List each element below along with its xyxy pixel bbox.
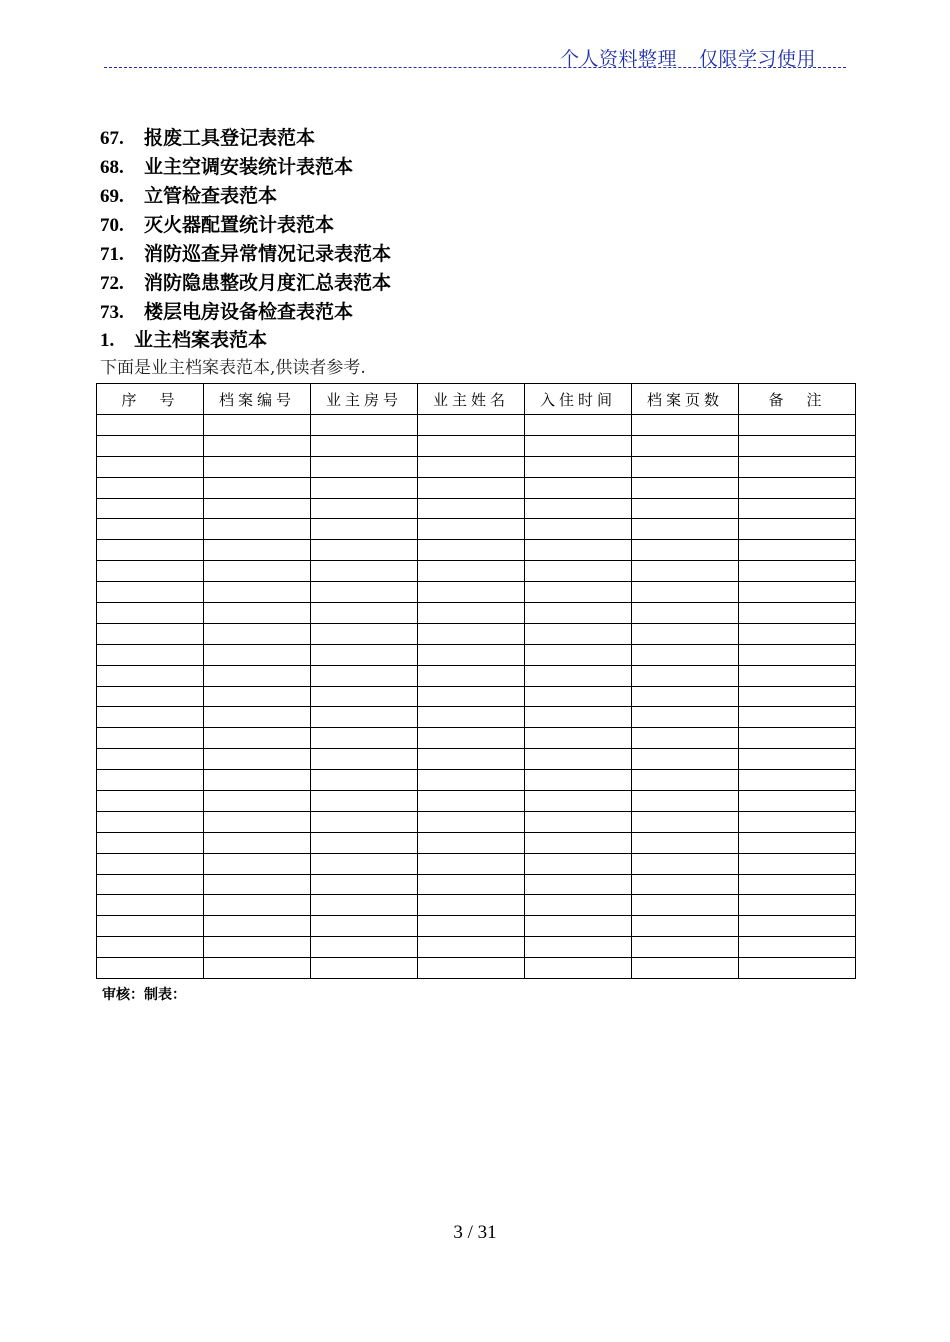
table-cell (632, 540, 739, 561)
table-cell (97, 435, 204, 456)
table-cell (525, 644, 632, 665)
table-cell (97, 456, 204, 477)
toc-item-label: 消防隐患整改月度汇总表范本 (144, 272, 392, 294)
table-cell (418, 665, 525, 686)
toc-item-number: 69. (100, 186, 124, 207)
table-row (97, 456, 856, 477)
table-cell (204, 853, 311, 874)
table-cell (311, 749, 418, 770)
table-cell (525, 958, 632, 979)
table-cell (739, 477, 856, 498)
section-title: 业主档案表范本 (134, 329, 268, 351)
table-cell (418, 644, 525, 665)
table-cell (97, 832, 204, 853)
table-cell (204, 916, 311, 937)
table-cell (739, 895, 856, 916)
table-cell (204, 498, 311, 519)
table-cell (311, 874, 418, 895)
table-cell (204, 958, 311, 979)
table-cell (311, 791, 418, 812)
table-cell (311, 707, 418, 728)
toc-item-number: 73. (100, 302, 124, 323)
table-cell (97, 895, 204, 916)
table-cell (525, 623, 632, 644)
table-cell (525, 853, 632, 874)
table-cell (418, 832, 525, 853)
table-cell (97, 415, 204, 436)
toc-item (100, 298, 391, 327)
table-cell (739, 770, 856, 791)
table-cell (97, 519, 204, 540)
toc-item-label: 业主空调安装统计表范本 (144, 156, 354, 178)
table-cell (311, 644, 418, 665)
table-cell (204, 686, 311, 707)
table-cell (97, 749, 204, 770)
table-cell (204, 477, 311, 498)
table-cell (204, 665, 311, 686)
table-cell (97, 770, 204, 791)
table-row (97, 644, 856, 665)
table-cell (311, 519, 418, 540)
table-cell (632, 749, 739, 770)
table-cell (418, 707, 525, 728)
table-cell (525, 811, 632, 832)
table-cell (97, 540, 204, 561)
signature-line: 审核：制表： (102, 987, 186, 1003)
table-cell (204, 707, 311, 728)
table-row (97, 895, 856, 916)
table-cell (311, 770, 418, 791)
table-row (97, 937, 856, 958)
table-cell (311, 498, 418, 519)
table-cell (418, 749, 525, 770)
table-cell (525, 707, 632, 728)
table-cell (418, 874, 525, 895)
table-cell (632, 498, 739, 519)
table-cell (632, 707, 739, 728)
table-cell (739, 958, 856, 979)
table-cell (311, 456, 418, 477)
table-cell (97, 477, 204, 498)
table-cell (311, 623, 418, 644)
table-row (97, 811, 856, 832)
table-cell (632, 686, 739, 707)
table-cell (739, 456, 856, 477)
table-cell (204, 623, 311, 644)
table-cell (632, 728, 739, 749)
table-cell (739, 937, 856, 958)
header-right-text: 仅限学习使用 (699, 48, 817, 70)
table-cell (632, 477, 739, 498)
table-cell (418, 456, 525, 477)
table-row (97, 519, 856, 540)
table-cell (418, 770, 525, 791)
table-cell (204, 728, 311, 749)
table-cell (525, 874, 632, 895)
table-cell (418, 853, 525, 874)
toc-item-label: 楼层电房设备检查表范本 (144, 301, 354, 323)
table-row (97, 623, 856, 644)
table-cell (739, 540, 856, 561)
table-row (97, 832, 856, 853)
table-cell (311, 958, 418, 979)
table-cell (739, 707, 856, 728)
table-cell (632, 958, 739, 979)
page-number: 3 / 31 (453, 1222, 497, 1243)
table-cell (97, 874, 204, 895)
table-cell (204, 937, 311, 958)
table-row (97, 540, 856, 561)
table-cell (418, 937, 525, 958)
column-header-serial: 序 号 (97, 384, 204, 415)
section-intro: 下面是业主档案表范本,供读者参考. (100, 358, 366, 378)
table-cell (204, 540, 311, 561)
table-cell (97, 958, 204, 979)
table-cell (97, 791, 204, 812)
header-left-text: 个人资料整理 (560, 48, 678, 70)
table-cell (525, 582, 632, 603)
table-cell (97, 728, 204, 749)
table-cell (525, 665, 632, 686)
toc-item-label: 消防巡查异常情况记录表范本 (144, 243, 392, 265)
table-body (97, 415, 856, 979)
table-row (97, 958, 856, 979)
column-header-file-no: 档案编号 (204, 384, 311, 415)
table-cell (311, 916, 418, 937)
table-header-row (97, 384, 856, 415)
table-cell (739, 582, 856, 603)
table-cell (204, 895, 311, 916)
table-cell (525, 791, 632, 812)
table-cell (739, 498, 856, 519)
table-cell (632, 623, 739, 644)
table-row (97, 874, 856, 895)
table-cell (632, 582, 739, 603)
toc-item-label: 立管检查表范本 (144, 185, 278, 207)
table-cell (97, 603, 204, 624)
table-cell (418, 540, 525, 561)
table-cell (418, 811, 525, 832)
table-cell (204, 456, 311, 477)
toc-item-label: 报废工具登记表范本 (144, 127, 316, 149)
table-cell (632, 770, 739, 791)
toc-item-label: 灭火器配置统计表范本 (144, 214, 335, 236)
table-cell (632, 456, 739, 477)
table-cell (311, 895, 418, 916)
toc-item-number: 71. (100, 244, 124, 265)
table-cell (632, 937, 739, 958)
table-cell (632, 874, 739, 895)
table-row (97, 477, 856, 498)
table-cell (525, 895, 632, 916)
table-cell (739, 415, 856, 436)
table-cell (418, 498, 525, 519)
table-cell (418, 895, 525, 916)
table-row (97, 561, 856, 582)
table-cell (311, 582, 418, 603)
table-cell (739, 916, 856, 937)
table-cell (525, 456, 632, 477)
table-cell (739, 791, 856, 812)
table-cell (739, 749, 856, 770)
table-cell (632, 561, 739, 582)
table-cell (525, 916, 632, 937)
toc-list (100, 124, 391, 327)
table-cell (739, 811, 856, 832)
table-cell (204, 749, 311, 770)
table-row (97, 728, 856, 749)
table-cell (97, 644, 204, 665)
table-cell (525, 832, 632, 853)
toc-item-number: 68. (100, 157, 124, 178)
table-cell (418, 623, 525, 644)
table-cell (632, 791, 739, 812)
table-cell (97, 498, 204, 519)
table-cell (311, 603, 418, 624)
table-cell (311, 728, 418, 749)
table-row (97, 791, 856, 812)
table-cell (739, 832, 856, 853)
table-cell (418, 477, 525, 498)
toc-item (100, 240, 391, 269)
table-cell (204, 644, 311, 665)
table-cell (525, 937, 632, 958)
table-cell (525, 603, 632, 624)
table-cell (204, 561, 311, 582)
table-cell (204, 770, 311, 791)
table-cell (632, 853, 739, 874)
table-cell (632, 415, 739, 436)
table-cell (632, 811, 739, 832)
column-header-remarks: 备 注 (739, 384, 856, 415)
table-row (97, 770, 856, 791)
table-cell (418, 435, 525, 456)
table-row (97, 498, 856, 519)
section-number: 1. (100, 330, 115, 351)
toc-item (100, 153, 391, 182)
table-cell (418, 958, 525, 979)
section-heading (100, 326, 267, 355)
table-cell (311, 540, 418, 561)
table-cell (204, 874, 311, 895)
table-cell (525, 415, 632, 436)
table-cell (632, 435, 739, 456)
table-row (97, 665, 856, 686)
table-cell (97, 916, 204, 937)
table-cell (97, 853, 204, 874)
table-cell (739, 519, 856, 540)
table-cell (739, 603, 856, 624)
table-cell (739, 686, 856, 707)
table-cell (418, 728, 525, 749)
table-cell (632, 895, 739, 916)
table-cell (739, 665, 856, 686)
column-header-page-count: 档案页数 (632, 384, 739, 415)
toc-item-number: 72. (100, 273, 124, 294)
column-header-owner-name: 业主姓名 (418, 384, 525, 415)
table-cell (311, 435, 418, 456)
table-cell (525, 728, 632, 749)
table-cell (739, 561, 856, 582)
table-cell (204, 519, 311, 540)
table-cell (525, 435, 632, 456)
table-cell (204, 415, 311, 436)
table-cell (525, 477, 632, 498)
table-cell (739, 623, 856, 644)
table-cell (97, 686, 204, 707)
column-header-room-no: 业主房号 (311, 384, 418, 415)
table-cell (418, 603, 525, 624)
table-cell (418, 415, 525, 436)
table-row (97, 916, 856, 937)
table-cell (97, 811, 204, 832)
table-cell (632, 603, 739, 624)
table-cell (632, 832, 739, 853)
table-cell (97, 623, 204, 644)
table-row (97, 749, 856, 770)
table-cell (739, 874, 856, 895)
table-cell (418, 916, 525, 937)
table-cell (525, 686, 632, 707)
table-cell (204, 603, 311, 624)
table-cell (525, 498, 632, 519)
table-cell (311, 561, 418, 582)
table-cell (311, 415, 418, 436)
table-cell (311, 832, 418, 853)
table-cell (97, 937, 204, 958)
table-cell (311, 937, 418, 958)
table-cell (739, 728, 856, 749)
table-cell (525, 561, 632, 582)
owner-records-table (96, 383, 856, 979)
table-cell (632, 519, 739, 540)
table-cell (418, 561, 525, 582)
table-cell (418, 686, 525, 707)
table-cell (418, 791, 525, 812)
table-cell (97, 582, 204, 603)
table-row (97, 853, 856, 874)
table-cell (311, 853, 418, 874)
table-cell (418, 582, 525, 603)
toc-item-number: 70. (100, 215, 124, 236)
table-cell (204, 811, 311, 832)
header-divider (104, 67, 846, 68)
table-cell (739, 853, 856, 874)
table-row (97, 686, 856, 707)
table-cell (632, 644, 739, 665)
table-row (97, 707, 856, 728)
toc-item (100, 124, 391, 153)
toc-item (100, 269, 391, 298)
table-cell (311, 811, 418, 832)
toc-item (100, 182, 391, 211)
table-row (97, 582, 856, 603)
table-row (97, 435, 856, 456)
table-cell (97, 707, 204, 728)
toc-item (100, 211, 391, 240)
table-cell (204, 791, 311, 812)
table-cell (311, 686, 418, 707)
table-row (97, 603, 856, 624)
table-cell (204, 435, 311, 456)
table-cell (525, 540, 632, 561)
table-row (97, 415, 856, 436)
table-cell (739, 644, 856, 665)
table-cell (311, 665, 418, 686)
table-cell (311, 477, 418, 498)
table-cell (525, 770, 632, 791)
table-cell (739, 435, 856, 456)
table-cell (525, 519, 632, 540)
table-cell (204, 582, 311, 603)
table-cell (525, 749, 632, 770)
table-cell (97, 561, 204, 582)
table-cell (204, 832, 311, 853)
toc-item-number: 67. (100, 128, 124, 149)
table-cell (97, 665, 204, 686)
column-header-move-in-date: 入住时间 (525, 384, 632, 415)
table-cell (418, 519, 525, 540)
table-cell (632, 916, 739, 937)
table-cell (632, 665, 739, 686)
